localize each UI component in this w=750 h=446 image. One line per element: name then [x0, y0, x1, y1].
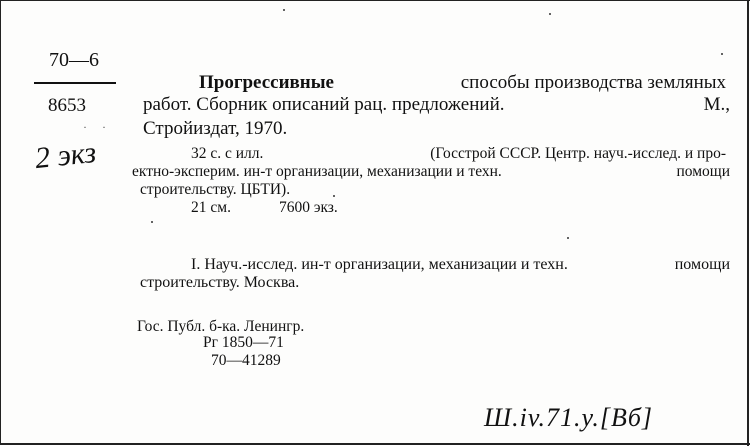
collation-copies: 7600 экз. — [278, 199, 338, 216]
paper-speck — [549, 13, 551, 15]
entry-line-3: Стройиздат, 1970. — [143, 118, 288, 139]
entry-line-1 — [199, 73, 726, 92]
collation-line-2-right: помощи — [676, 163, 730, 180]
shelfmark-top: 70—6 — [49, 49, 99, 71]
shelfmark-dots: · · — [83, 120, 112, 134]
collation-line-2-left: ектно-эксперим. ин-т организации, механизации и техн. — [132, 163, 502, 180]
shelfmark-divider — [34, 82, 116, 84]
paper-speck — [283, 9, 285, 11]
holdings-number: 70—41289 — [211, 352, 281, 369]
entry-line-2-left: работ. Сборник описаний рац. предложений. — [143, 94, 505, 115]
holdings-register: Рг 1850—71 — [203, 334, 284, 351]
holdings-library: Гос. Публ. б-ка. Ленингр. — [137, 318, 305, 335]
paper-speck — [151, 221, 153, 223]
paper-speck — [333, 195, 335, 197]
collation-size: 21 см. — [191, 199, 231, 216]
collation-pages: 32 с. с илл. — [191, 145, 264, 162]
entry-title-bold: Прогрессивные — [199, 72, 334, 93]
collation-line-2 — [132, 164, 730, 180]
entry-title-rest: способы производства земляных — [460, 72, 726, 93]
paper-speck — [567, 237, 569, 239]
tracing-line-1-right: помощи — [674, 256, 730, 273]
shelfmark-bottom: 8653 — [48, 95, 86, 116]
handwritten-copies-mark: 2 экз — [33, 135, 98, 176]
tracing-line-2: строительству. Москва. — [140, 274, 300, 291]
collation-line-1 — [191, 146, 726, 162]
collation-size-copies — [191, 200, 338, 216]
tracing-line-1-left: I. Науч.-исслед. ин-т организации, механизации и техн. — [191, 256, 568, 273]
entry-line-2 — [143, 95, 730, 114]
entry-line-2-right: М., — [703, 94, 730, 115]
card-right-edge — [747, 1, 749, 446]
tracing-line-1 — [191, 257, 730, 273]
collation-line-3: строительству. ЦБТИ). — [140, 181, 291, 198]
handwritten-inventory-mark: Ш.іv.71.у.[Вб] — [484, 403, 654, 432]
paper-speck — [721, 53, 723, 55]
collation-series: (Госстрой СССР. Центр. науч.-исслед. и про- — [430, 145, 726, 162]
